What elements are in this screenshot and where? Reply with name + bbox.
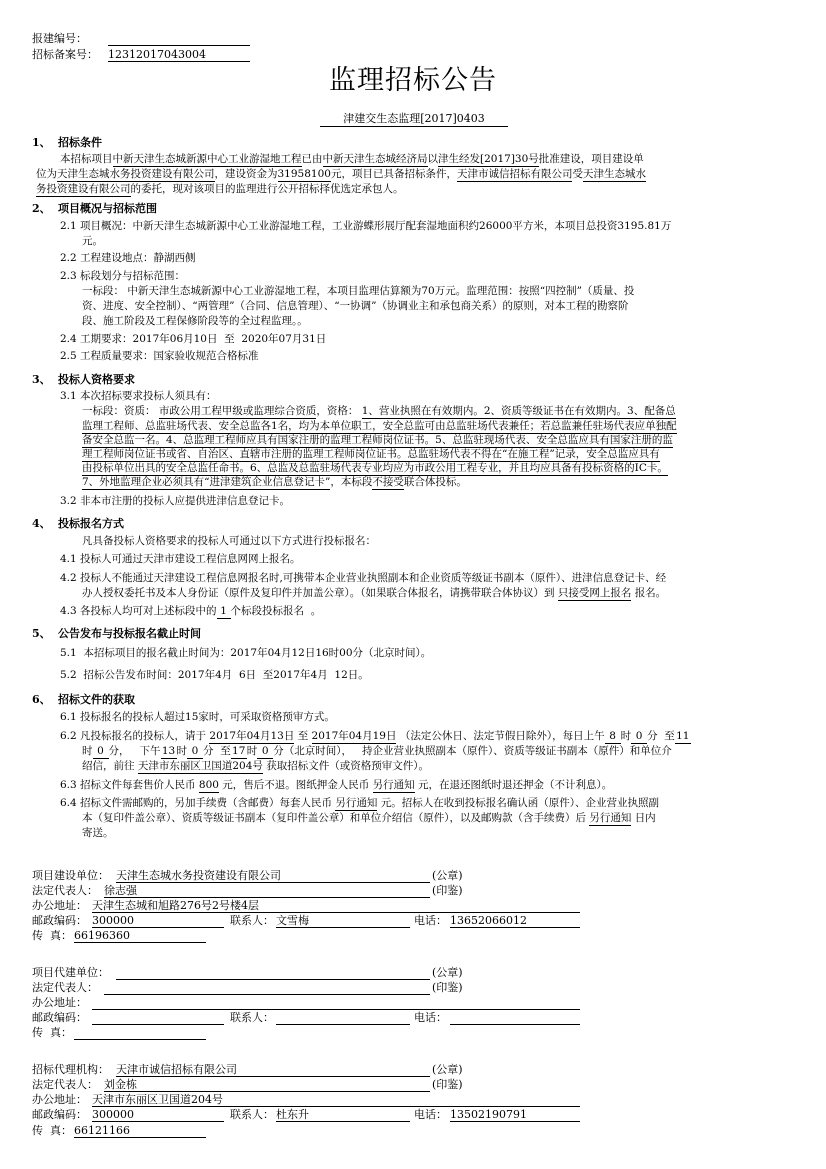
section-2-3-line-1: 一标段： 中新天津生态城新源中心工业游湿地工程，本项目监理估算额为70万元。监理范围：按照“四控制”（质量、投 bbox=[82, 285, 635, 297]
section-2-1-line-1: 2.1 项目概况：中新天津生态城新源中心工业游湿地工程，工业游蝶形展厅配套湿地面积约26000平方米，本项目总投资3195.81万 bbox=[60, 220, 672, 232]
filing-no-label: 招标备案号： bbox=[32, 48, 98, 61]
agent-zip-value: 300000 bbox=[92, 1108, 224, 1122]
builder-fax-value bbox=[74, 1026, 206, 1040]
agent-address-label: 办公地址： bbox=[32, 1093, 87, 1106]
page-title: 监理招标公告 bbox=[329, 65, 497, 96]
builder-rep-value bbox=[104, 981, 430, 995]
agent-address-value: 天津市东丽区卫国道204号 bbox=[92, 1093, 580, 1107]
owner-fax-label: 传 真： bbox=[32, 929, 72, 942]
agent-fax-value: 66121166 bbox=[74, 1124, 206, 1138]
owner-zip-value: 300000 bbox=[92, 914, 224, 928]
section-2-3: 2.3 标段划分与招标范围： bbox=[60, 270, 186, 282]
agent-tel-value: 13502190791 bbox=[450, 1108, 580, 1122]
section-2-3-line-2: 资、进度、安全控制）、“两管理”（合同、信息管理）、“一协调”（协调业主和承包商关系）的原则，对本工程的勘察阶 bbox=[82, 300, 629, 312]
agent-contact-value: 杜东升 bbox=[276, 1108, 410, 1122]
section-3-1-line-5: 由投标单位出具的安全总监任命书。6、总监及总监驻场代表专业均应为市政公用工程专业，并且均应具备有投标资格的IC卡。 bbox=[82, 462, 668, 474]
section-1-line-1: 本招标项目中新天津生态城新源中心工业游湿地工程已由中新天津生态城经济局以津生经发[2017]30号批准建设，项目建设单 bbox=[60, 153, 644, 165]
section-1-heading: 1、 招标条件 bbox=[32, 136, 102, 149]
section-5-2: 5.2 招标公告发布时间：2017年4月 6日 至2017年4月 12日。 bbox=[60, 669, 369, 681]
section-3-heading: 3、 投标人资格要求 bbox=[32, 373, 135, 386]
section-2-3-line-3: 段、施工阶段及工程保修阶段等的全过程监理。。 bbox=[82, 315, 308, 327]
section-4-1: 4.1 投标人可通过天津市建设工程信息网网上报名。 bbox=[60, 553, 301, 565]
owner-rep-value: 徐志强 bbox=[104, 884, 430, 898]
section-2-5: 2.5 工程质量要求：国家验收规范合格标准 bbox=[60, 350, 259, 362]
builder-fax-label: 传 真： bbox=[32, 1026, 72, 1039]
filing-no-value: 12312017043004 bbox=[108, 48, 250, 62]
owner-contact-value: 文雪梅 bbox=[276, 914, 410, 928]
owner-address-value: 天津生态城和旭路276号2号楼4层 bbox=[92, 899, 580, 913]
section-6-1: 6.1 投标报名的投标人超过15家时，可采取资格预审方式。 bbox=[60, 711, 335, 723]
owner-tel-label: 电话： bbox=[414, 914, 447, 927]
builder-unit-value bbox=[116, 966, 430, 980]
builder-zip-label: 邮政编码： bbox=[32, 1011, 87, 1024]
section-1-line-2: 位为天津生态城水务投资建设有限公司，建设资金为31958100元，项目已具备招标条件，天津市诚信招标有限公司受天津生态城水 bbox=[36, 168, 646, 180]
section-6-3: 6.3 招标文件每套售价人民币 800 元，售后不退。图纸押金人民币 另行通知 元，在退还图纸时退还押金（不计利息）。 bbox=[60, 779, 613, 791]
agent-rep-value: 刘金栋 bbox=[104, 1078, 430, 1092]
builder-seal-label: (公章) bbox=[432, 966, 463, 979]
owner-rep-label: 法定代表人： bbox=[32, 884, 98, 897]
section-3-1: 3.1 本次招标要求投标人须具有： bbox=[60, 390, 217, 402]
section-6-2-line-3: 绍信，前往 天津市东丽区卫国道204号 获取招标文件（或资格预审文件）。 bbox=[82, 760, 429, 772]
section-4-2-line-1: 4.2 投标人不能通过天津建设工程信息网报名时,可携带本企业营业执照副本和企业资质等级证书副本（原件）、进津信息登记卡、经 bbox=[60, 572, 667, 584]
document-number: 津建交生态监理[2017]0403 bbox=[320, 112, 508, 127]
section-6-4-line-2: 本（复印件盖公章）、资质等级证书副本（复印件盖公章）和单位介绍信（原件），以及邮购款（含手续费）后 另行通知 日内 bbox=[82, 812, 656, 824]
owner-address-label: 办公地址： bbox=[32, 899, 87, 912]
builder-stamp-label: (印鉴) bbox=[432, 981, 463, 994]
section-6-4-line-1: 6.4 招标文件需邮购的，另加手续费（含邮费）每套人民币 另行通知 元。招标人在收到投标报名确认函（原件）、企业营业执照副 bbox=[60, 797, 659, 809]
section-6-4-line-3: 寄送。 bbox=[82, 827, 114, 839]
builder-contact-label: 联系人： bbox=[230, 1011, 274, 1024]
builder-rep-label: 法定代表人： bbox=[32, 981, 98, 994]
section-3-1-line-4: 理工程师岗位证书或省、自治区、直辖市注册的监理工程师岗位证书。总监驻场代表不得在“在施工程”记录，安全总监应具有 bbox=[82, 448, 660, 460]
agent-stamp-label: (印鉴) bbox=[432, 1078, 463, 1091]
section-2-4: 2.4 工期要求：2017年06月10日 至 2020年07月31日 bbox=[60, 333, 327, 345]
owner-fax-value: 66196360 bbox=[74, 929, 206, 943]
agent-fax-label: 传 真： bbox=[32, 1124, 72, 1137]
agent-contact-label: 联系人： bbox=[230, 1108, 274, 1121]
agent-unit-label: 招标代理机构： bbox=[32, 1063, 109, 1076]
agent-seal-label: (公章) bbox=[432, 1063, 463, 1076]
agent-rep-label: 法定代表人： bbox=[32, 1078, 98, 1091]
section-3-1-qualification: 一标段：资质： 市政公用工程甲级或监理综合资质，资格： 1、营业执照在有效期内。2、资质等级证书在有效期内。3、配备总 bbox=[82, 405, 676, 417]
owner-unit-label: 项目建设单位： bbox=[32, 869, 109, 882]
builder-tel-label: 电话： bbox=[414, 1011, 447, 1024]
section-4-2-line-2: 办人授权委托书及本人身份证（原件及复印件并加盖公章）。（如果联合体报名，请携带联合体协议）到 只接受网上报名 报名。 bbox=[82, 587, 667, 599]
section-2-2: 2.2 工程建设地点：静湖西侧 bbox=[60, 252, 196, 264]
builder-unit-label: 项目代建单位： bbox=[32, 966, 109, 979]
section-6-2-line-2: 时 0 分， 下午13时 0 分 至17时 0 分（北京时间）， 持企业营业执照副本（原件）、资质等级证书副本（原件）和单位介 bbox=[82, 745, 672, 757]
section-6-2-line-1: 6.2 凡投标报名的投标人，请于 2017年04月13日 至 2017年04月19日 （法定公休日、法定节假日除外），每日上午 8 时 0 分 至11 bbox=[60, 730, 690, 742]
section-5-1: 5.1 本招标项目的报名截止时间为：2017年04月12日16时00分（北京时间）。 bbox=[60, 647, 432, 659]
builder-address-label: 办公地址： bbox=[32, 996, 87, 1009]
agent-tel-label: 电话： bbox=[414, 1108, 447, 1121]
section-2-heading: 2、 项目概况与招标范围 bbox=[32, 202, 157, 215]
section-5-heading: 5、 公告发布与投标报名截止时间 bbox=[32, 627, 201, 640]
owner-seal-label: (公章) bbox=[432, 869, 463, 882]
agent-zip-label: 邮政编码： bbox=[32, 1108, 87, 1121]
section-3-1-line-3: 备安全总监一名。4、总监理工程师应具有国家注册的监理工程师岗位证书。5、总监驻现场代表、安全总监应具有国家注册的监 bbox=[82, 434, 673, 446]
section-3-2: 3.2 非本市注册的投标人应提供进津信息登记卡。 bbox=[60, 495, 291, 507]
section-4-3: 4.3 各投标人均可对上述标段中的 1 个标段投标报名 。 bbox=[60, 605, 322, 617]
owner-tel-value: 13652066012 bbox=[450, 914, 580, 928]
section-2-1-line-2: 元。 bbox=[82, 235, 103, 247]
builder-contact-value bbox=[276, 1011, 410, 1025]
report-no-value bbox=[108, 32, 250, 46]
section-6-heading: 6、 招标文件的获取 bbox=[32, 693, 135, 706]
section-3-1-line-6: 7、外地监理企业必须具有“进津建筑企业信息登记卡”，本标段不接受联合体投标。 bbox=[82, 476, 467, 488]
builder-address-value bbox=[92, 996, 580, 1010]
section-4-heading: 4、 投标报名方式 bbox=[32, 517, 124, 530]
section-1-line-3: 务投资建设有限公司的委托，现对该项目的监理进行公开招标择优选定承包人。 bbox=[36, 183, 404, 195]
builder-zip-value bbox=[92, 1011, 224, 1025]
section-4-intro: 凡具备投标人资格要求的投标人可通过以下方式进行投标报名： bbox=[82, 535, 376, 547]
builder-tel-value bbox=[450, 1011, 580, 1025]
report-no-label: 报建编号： bbox=[32, 32, 87, 45]
owner-contact-label: 联系人： bbox=[230, 914, 274, 927]
owner-zip-label: 邮政编码： bbox=[32, 914, 87, 927]
agent-unit-value: 天津市诚信招标有限公司 bbox=[116, 1063, 430, 1077]
section-3-1-line-2: 监理工程师、总监驻场代表、安全总监各1名，均为本单位职工，安全总监可由总监驻场代表兼任；若总监兼任驻场代表应单独配 bbox=[82, 420, 677, 432]
owner-stamp-label: (印鉴) bbox=[432, 884, 463, 897]
owner-unit-value: 天津生态城水务投资建设有限公司 bbox=[116, 869, 430, 883]
